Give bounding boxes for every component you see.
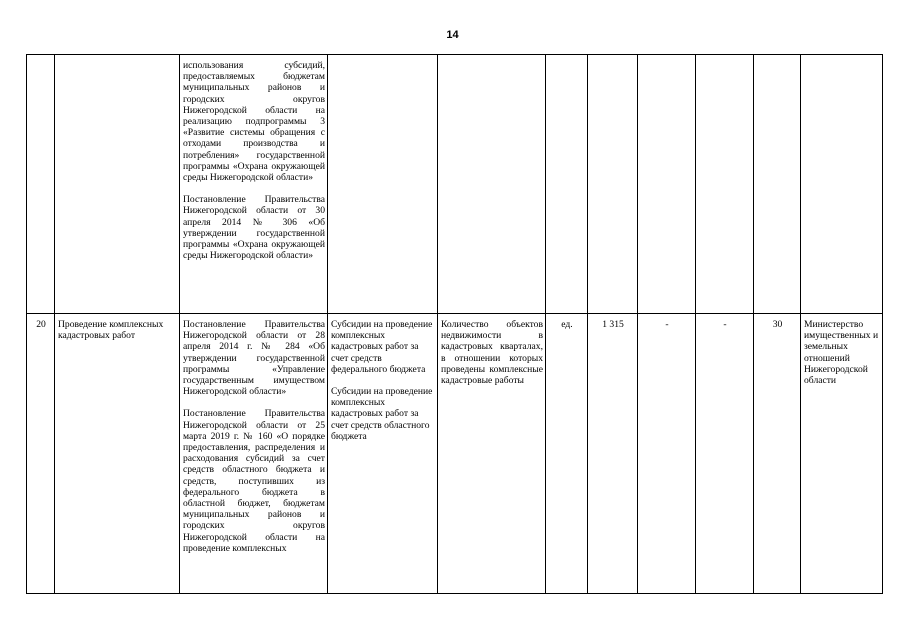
cell-val2 — [638, 55, 696, 314]
cell-val3 — [696, 55, 754, 314]
cell-val4: 30 — [754, 314, 801, 594]
page-number: 14 — [446, 29, 459, 41]
act-paragraph: Постановление Правительства Нижегородской области от 28 апреля 2014 г. № 284 «Об утверждении государственной программы «Управление государственным имуществом Нижегородской области» — [183, 319, 325, 398]
cell-val2: - — [638, 314, 696, 594]
act-paragraph: Постановление Правительства Нижегородской области от 25 марта 2019 г. № 160 «О порядке предоставления, распределения и расходования субсидий за счет средств областного бюджета и средств, поступивших из федерального бюджета в областной бюджет, бюджетам муниципальных районов и городских округов Нижегородской области на проведение комплексных — [183, 408, 325, 554]
cell-num: 20 — [27, 314, 55, 594]
subsidy-paragraph: Субсидии на проведение комплексных кадастровых работ за счет средств областного бюджета — [331, 386, 433, 442]
cell-acts — [180, 55, 328, 314]
cell-responsible — [801, 55, 883, 314]
cell-val4 — [754, 55, 801, 314]
cell-indicator: Количество объектов недвижимости в кадастровых кварталах, в отношении которых проведены комплексные кадастровые работы — [438, 314, 546, 594]
act-paragraph: Постановление Правительства Нижегородской области от 30 апреля 2014 № 306 «Об утверждении государственной программы «Охрана окружающей среды Нижегородской области» — [183, 194, 325, 262]
table-row-continued — [27, 55, 883, 314]
subsidy-paragraph: Субсидии на проведение комплексных кадастровых работ за счет средств федерального бюджета — [331, 319, 433, 375]
cell-num — [27, 55, 55, 314]
cell-indicator — [438, 55, 546, 314]
cell-unit: ед. — [546, 314, 588, 594]
document-table — [26, 54, 883, 594]
cell-val3: - — [696, 314, 754, 594]
cell-name — [55, 55, 180, 314]
cell-responsible: Министерство имущественных и земельных отношений Нижегородской области — [801, 314, 883, 594]
cell-unit — [546, 55, 588, 314]
cell-subsidies — [328, 55, 438, 314]
cell-val1: 1 315 — [588, 314, 638, 594]
cell-subsidies — [328, 314, 438, 594]
cell-acts — [180, 314, 328, 594]
act-paragraph: использования субсидий, предоставляемых бюджетам муниципальных районов и городских округов Нижегородской области на реализацию подпрограммы 3 «Развитие системы обращения с отходами производства и потребления» государственной программы «Охрана окружающей среды Нижегородской области» — [183, 60, 325, 184]
table-row-20 — [27, 314, 883, 594]
cell-val1 — [588, 55, 638, 314]
cell-name: Проведение комплексных кадастровых работ — [55, 314, 180, 594]
